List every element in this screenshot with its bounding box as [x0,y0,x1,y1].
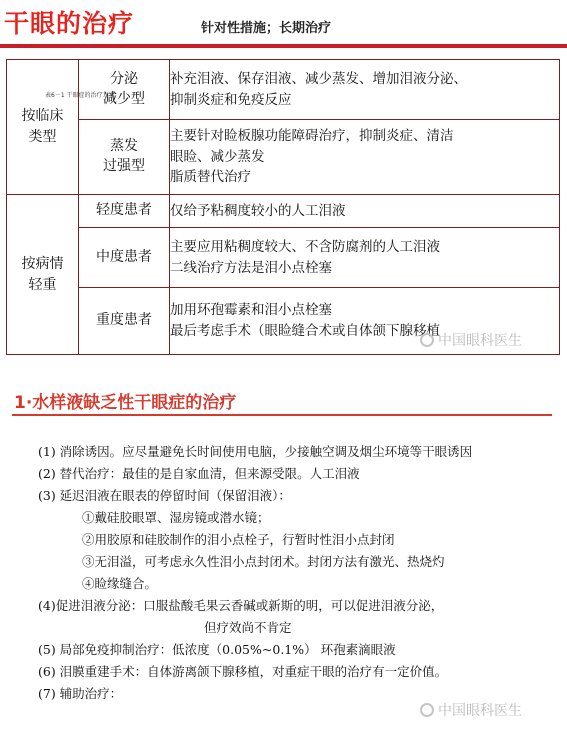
section-title: 1·水样液缺乏性干眼症的治疗 [14,393,237,413]
list-item: (5) 局部免疫抑制治疗：低浓度（0.05%~0.1%） 环孢素滴眼液 [38,642,396,657]
category-severity: 按病情 轻重 [7,195,79,355]
table-caption: 表6－1 干眼症的治疗方案 [45,92,115,99]
watermark: 中国眼科医生 [420,700,522,720]
list-subitem: ①戴硅胶眼罩、湿房镜或潜水镜； [82,510,270,525]
title-divider [0,44,567,48]
table-row [7,60,560,120]
treatment-table [6,59,560,355]
list-subitem: ②用胶原和硅胶制作的泪小点栓子，行暂时性泪小点封闭 [82,532,395,547]
severity-moderate: 中度患者 [79,228,170,288]
table-row [7,195,560,228]
list-subitem: ③无泪溢，可考虑永久性泪小点封闭术。封闭方法有激光、热烧灼 [82,554,445,569]
list-subitem: ④睑缘缝合。 [82,576,158,591]
list-item: (2) 替代治疗：最佳的是自家血清，但来源受限。人工泪液 [38,466,360,481]
severity-mild: 轻度患者 [79,195,170,228]
title-divider [12,414,552,416]
watermark: 中国眼科医生 [420,330,522,350]
table-row [7,120,560,195]
slide-aqueous-deficient-treatment [0,378,567,737]
treatment-description: 加用环孢霉素和泪小点栓塞 最后考虑手术（眼睑缝合术或自体颌下腺移植 [170,288,560,355]
list-item: (4)促进泪液分泌：口服盐酸毛果云香碱或新斯的明，可以促进泪液分泌， [38,598,444,613]
table-row [7,228,560,288]
slide-title: 干眼的治疗 [4,9,135,38]
list-item: (1) 消除诱因。应尽量避免长时间使用电脑，少接触空调及烟尘环境等干眼诱因 [38,444,473,459]
treatment-description: 补充泪液、保存泪液、减少蒸发、增加泪液分泌、 抑制炎症和免疫反应 [170,60,560,120]
subtype-evaporative: 蒸发 过强型 [79,120,170,195]
severity-severe: 重度患者 [79,288,170,355]
wechat-icon [420,333,434,347]
treatment-description: 主要应用粘稠度较大、不含防腐剂的人工泪液 二线治疗方法是泪小点栓塞 [170,228,560,288]
treatment-list [38,441,558,705]
category-clinical-type: 按临床 类型 [7,60,79,195]
list-item: (7) 辅助治疗： [38,686,123,701]
list-item-continuation: 但疗效尚不肯定 [204,620,292,635]
wechat-icon [420,703,434,717]
slide-subtitle: 针对性措施；长期治疗 [201,21,332,36]
list-item: (3) 延迟泪液在眼表的停留时间（保留泪液）： [38,488,291,503]
subtype-secretion-deficient: 分泌 减少型 表6－1 干眼症的治疗方案 [79,60,170,120]
list-item: (6) 泪膜重建手术：自体游离颌下腺移植，对重症干眼的治疗有一定价值。 [38,664,448,679]
treatment-description: 主要针对睑板腺功能障碍治疗，抑制炎症、清洁 眼睑、减少蒸发 脂质替代治疗 [170,120,560,195]
treatment-description: 仅给予粘稠度较小的人工泪液 [170,195,560,228]
